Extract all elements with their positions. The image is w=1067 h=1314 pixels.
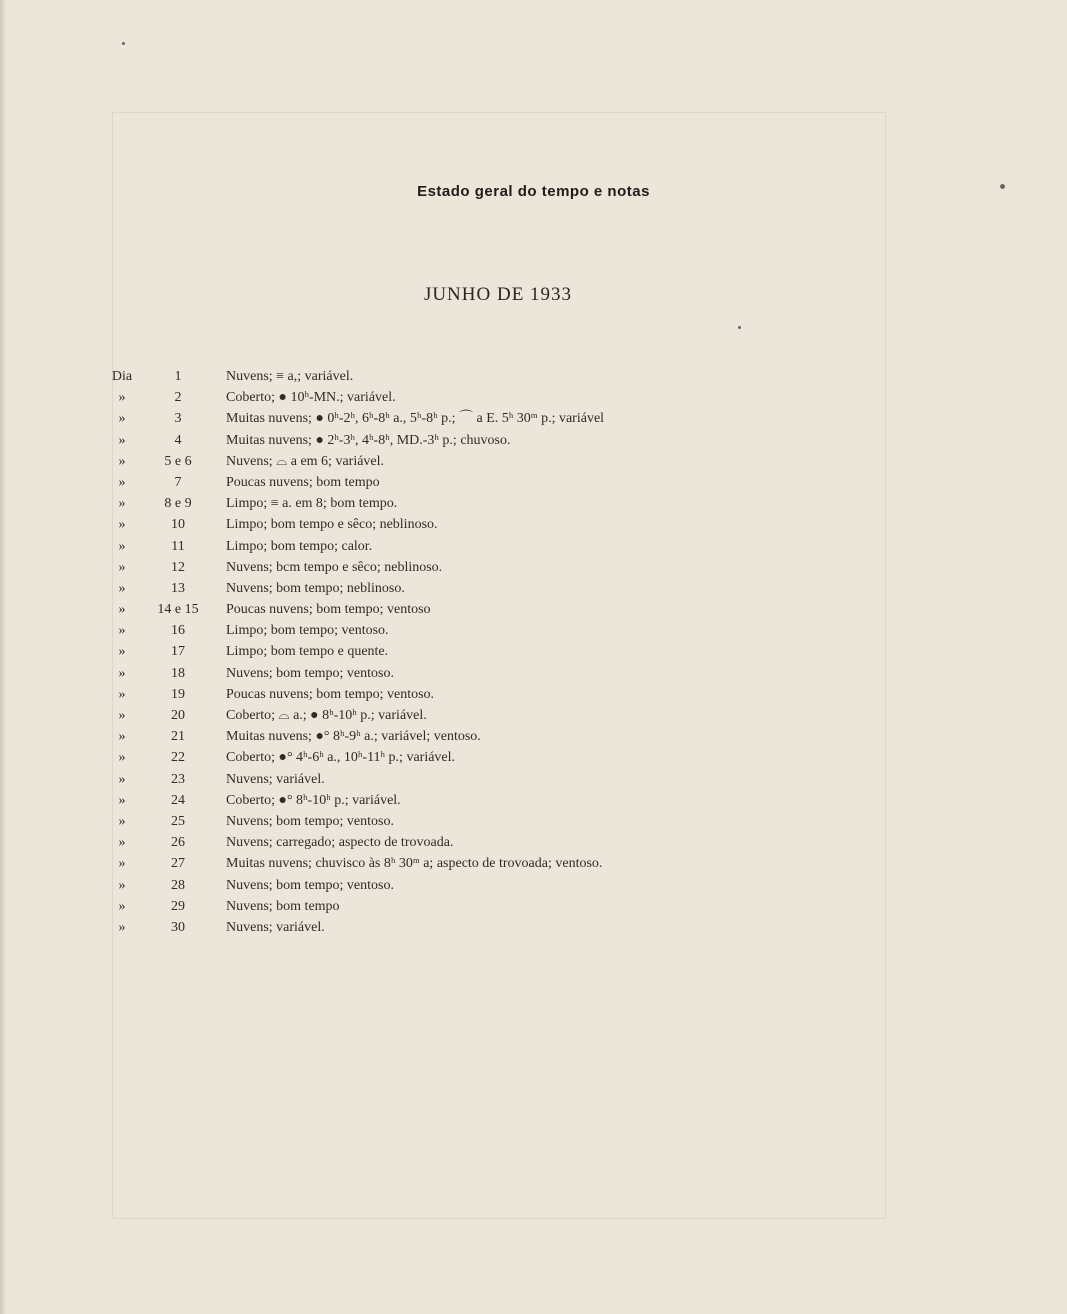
entry-prefix: »: [118, 559, 126, 575]
entry-day: 24: [171, 792, 185, 808]
list-item: [0, 917, 1067, 938]
entry-day: 19: [171, 686, 185, 702]
entry-note: Poucas nuvens; bom tempo: [226, 474, 380, 490]
entry-prefix: »: [118, 474, 126, 490]
entry-note: Coberto; ●° 4ʰ-6ʰ a., 10ʰ-11ʰ p.; variável.: [226, 750, 456, 766]
entry-note: Coberto; ● 10ʰ-MN.; variável.: [226, 390, 396, 406]
entry-note: Muitas nuvens; ● 0ʰ-2ʰ, 6ʰ-8ʰ a., 5ʰ-8ʰ p.; ⌒ a E. 5ʰ 30ᵐ p.; variável: [226, 411, 605, 427]
entry-day: 5 e 6: [164, 453, 192, 469]
entry-note: Nuvens; bom tempo; ventoso.: [226, 813, 394, 829]
entry-prefix: »: [118, 686, 126, 702]
entry-prefix: »: [118, 602, 126, 618]
entry-note: Limpo; bom tempo e quente.: [226, 644, 389, 660]
entry-note: Poucas nuvens; bom tempo; ventoso.: [226, 686, 435, 702]
entry-day: 18: [171, 665, 185, 681]
entry-prefix: »: [118, 835, 126, 851]
entry-day: 4: [174, 432, 182, 448]
list-item: [0, 875, 1067, 896]
entry-day: 12: [171, 559, 185, 575]
entry-note: Coberto; ⌓ a.; ● 8ʰ-10ʰ p.; variável.: [226, 708, 427, 723]
entry-prefix: »: [118, 432, 126, 448]
entry-day: 27: [171, 856, 185, 872]
entry-prefix: »: [118, 919, 126, 935]
entry-day: 29: [171, 898, 185, 914]
entry-day: 20: [171, 708, 185, 723]
entry-note: Muitas nuvens; ●° 8ʰ-9ʰ a.; variável; ventoso.: [226, 729, 481, 745]
entry-prefix: »: [118, 898, 126, 914]
entry-day: 17: [171, 644, 185, 660]
list-item: [0, 769, 1067, 790]
entry-prefix: »: [118, 813, 126, 829]
entry-day: 8 e 9: [164, 496, 192, 512]
list-item: [0, 726, 1067, 747]
list-item: [0, 790, 1067, 811]
paper-speck: [738, 326, 741, 329]
list-item: [0, 430, 1067, 451]
entry-note: Limpo; bom tempo e sêco; neblinoso.: [226, 517, 438, 533]
month-title: JUNHO DE 1933: [423, 284, 573, 305]
entry-day: 10: [171, 517, 185, 533]
entry-day: 7: [174, 474, 182, 490]
list-item: [0, 599, 1067, 620]
list-item: [0, 684, 1067, 705]
entry-note: Nuvens; variável.: [226, 771, 325, 787]
list-item: [0, 408, 1067, 429]
entry-note: Limpo; ≡ a. em 8; bom tempo.: [226, 496, 398, 512]
entry-note: Nuvens; bom tempo; ventoso.: [226, 665, 394, 681]
entry-prefix: »: [118, 538, 126, 554]
entry-note: Nuvens; carregado; aspecto de trovoada.: [226, 835, 454, 851]
entry-prefix: »: [118, 877, 126, 893]
list-item: [0, 366, 1067, 387]
entry-prefix: »: [118, 771, 126, 787]
entry-prefix: »: [118, 708, 126, 723]
entry-day: 25: [171, 813, 185, 829]
list-item: [0, 451, 1067, 472]
list-item: [0, 641, 1067, 662]
list-item: [0, 663, 1067, 684]
entry-prefix: »: [118, 390, 126, 406]
list-item: [0, 896, 1067, 917]
list-item: [0, 514, 1067, 535]
entry-note: Muitas nuvens; chuvisco às 8ʰ 30ᵐ a; aspecto de trovoada; ventoso.: [226, 856, 603, 872]
list-item: [0, 387, 1067, 408]
entry-day: 23: [171, 771, 185, 787]
list-item: [0, 853, 1067, 874]
paper-speck: [122, 42, 125, 45]
entry-note: Poucas nuvens; bom tempo; ventoso: [226, 602, 431, 618]
entry-prefix: »: [118, 453, 126, 469]
list-item: [0, 578, 1067, 599]
entry-day: 14 e 15: [157, 602, 199, 618]
list-item: [0, 472, 1067, 493]
list-item: [0, 811, 1067, 832]
entry-day: 11: [171, 538, 185, 554]
list-item: [0, 705, 1067, 726]
entry-day: 22: [171, 750, 185, 766]
list-item: [0, 620, 1067, 641]
entry-day: 2: [174, 390, 182, 406]
entry-day: 30: [171, 919, 185, 935]
list-item: [0, 536, 1067, 557]
entry-note: Nuvens; ⌓ a em 6; variável.: [226, 453, 385, 469]
entry-note: Nuvens; bom tempo; neblinoso.: [226, 580, 405, 596]
entry-day: 13: [171, 580, 185, 596]
list-item: [0, 557, 1067, 578]
entry-day: 21: [171, 729, 185, 745]
section-heading: Estado geral do tempo e notas: [417, 183, 650, 200]
entry-note: Limpo; bom tempo; ventoso.: [226, 623, 389, 639]
entry-note: Nuvens; variável.: [226, 919, 325, 935]
entry-day: 28: [171, 877, 185, 893]
entry-prefix: »: [118, 792, 126, 808]
list-item: [0, 832, 1067, 853]
entry-note: Nuvens; ≡ a,; variável.: [226, 369, 354, 384]
entry-prefix: »: [118, 729, 126, 745]
entry-day: 26: [171, 835, 185, 851]
entry-prefix: »: [118, 665, 126, 681]
entry-prefix: »: [118, 517, 126, 533]
entry-prefix: »: [118, 411, 126, 427]
daily-notes-list: [0, 366, 1067, 938]
entry-prefix: Dia: [111, 369, 133, 384]
list-item: [0, 747, 1067, 768]
entry-note: Muitas nuvens; ● 2ʰ-3ʰ, 4ʰ-8ʰ, MD.-3ʰ p.; chuvoso.: [226, 432, 511, 448]
entry-prefix: »: [118, 856, 126, 872]
entry-day: 16: [171, 623, 185, 639]
entry-note: Limpo; bom tempo; calor.: [226, 538, 373, 554]
entry-prefix: »: [118, 580, 126, 596]
entry-note: Coberto; ●° 8ʰ-10ʰ p.; variável.: [226, 792, 401, 808]
entry-note: Nuvens; bom tempo: [226, 898, 340, 914]
entry-prefix: »: [118, 644, 126, 660]
entry-note: Nuvens; bom tempo; ventoso.: [226, 877, 394, 893]
entry-prefix: »: [118, 623, 126, 639]
entry-day: 3: [174, 411, 182, 427]
entry-day: 1: [174, 369, 182, 384]
entry-prefix: »: [118, 496, 126, 512]
entry-note: Nuvens; bcm tempo e sêco; neblinoso.: [226, 559, 443, 575]
list-item: [0, 493, 1067, 514]
entry-prefix: »: [118, 750, 126, 766]
